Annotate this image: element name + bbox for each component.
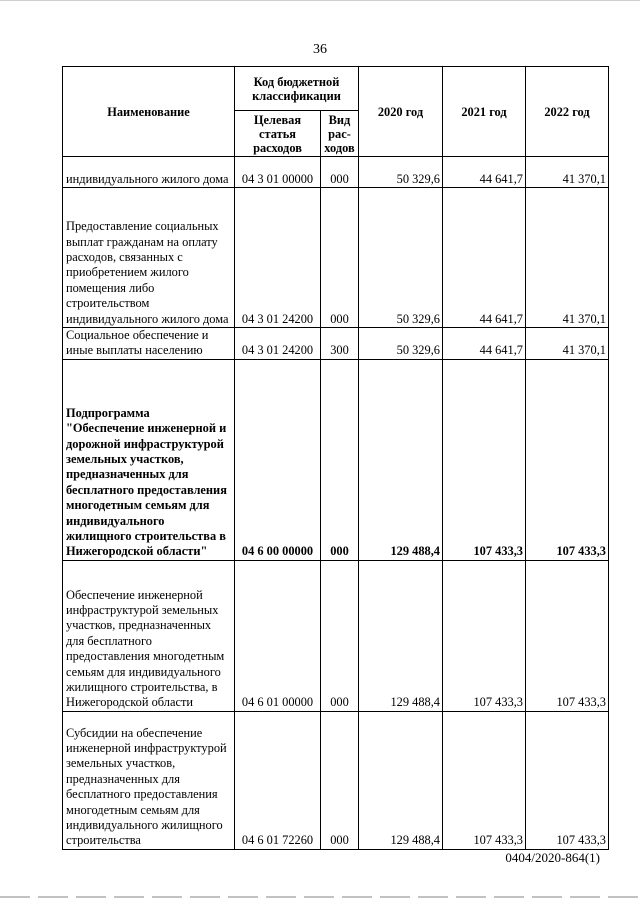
row-2022: 41 370,1 [526, 328, 609, 360]
row-name: Подпрограмма "Обеспечение инженерной и дорожной инфраструктурой земельных участков, предназначенных для бесплатного предоставления многодетным семьям для индивидуального жилищного строительства в Нижегородской области" [63, 359, 235, 560]
page-number: 36 [313, 42, 327, 57]
row-2020: 129 488,4 [359, 560, 443, 711]
row-code: 04 3 01 00000 [235, 157, 321, 188]
table-row [63, 328, 609, 360]
table-row [63, 157, 609, 188]
row-name: Обеспечение инженерной инфраструктурой земельных участков, предназначенных для бесплатного предоставления многодетным семьям для индивидуального жилищного строительства, в Нижегородской области [63, 560, 235, 711]
row-2020: 129 488,4 [359, 711, 443, 849]
row-kind: 000 [321, 359, 359, 560]
scan-top-edge [0, 0, 640, 1]
row-kind: 000 [321, 188, 359, 328]
row-name: Предоставление социальных выплат гражданам на оплату расходов, связанных с приобретением жилого помещения либо строительством индивидуального жилого дома [63, 188, 235, 328]
row-2022: 41 370,1 [526, 188, 609, 328]
row-kind: 000 [321, 711, 359, 849]
row-2020: 50 329,6 [359, 188, 443, 328]
table-row [63, 560, 609, 711]
row-name: Субсидии на обеспечение инженерной инфраструктурой земельных участков, предназначенных для бесплатного предоставления многодетным семьям для индивидуального жилищного строительства [63, 711, 235, 849]
row-2021: 107 433,3 [443, 560, 526, 711]
row-2022: 107 433,3 [526, 359, 609, 560]
document-code: 0404/2020-864(1) [505, 850, 600, 865]
row-kind: 000 [321, 560, 359, 711]
row-2020: 129 488,4 [359, 359, 443, 560]
header-target-article: Целевая статья расходов [235, 111, 321, 157]
row-2022: 107 433,3 [526, 560, 609, 711]
row-name: Социальное обеспечение и иные выплаты населению [63, 328, 235, 360]
header-2021: 2021 год [443, 67, 526, 157]
header-expense-type: Вид рас-ходов [321, 111, 359, 157]
row-2021: 44 641,7 [443, 188, 526, 328]
header-name: Наименование [63, 67, 235, 157]
row-2020: 50 329,6 [359, 328, 443, 360]
header-2022: 2022 год [526, 67, 609, 157]
row-2022: 41 370,1 [526, 157, 609, 188]
row-code: 04 6 01 72260 [235, 711, 321, 849]
row-kind: 000 [321, 157, 359, 188]
row-code: 04 3 01 24200 [235, 328, 321, 360]
scan-bottom-edge [0, 896, 640, 898]
row-2021: 107 433,3 [443, 711, 526, 849]
row-2021: 44 641,7 [443, 328, 526, 360]
row-code: 04 6 00 00000 [235, 359, 321, 560]
table-row [63, 188, 609, 328]
row-2022: 107 433,3 [526, 711, 609, 849]
row-2021: 107 433,3 [443, 359, 526, 560]
row-kind: 300 [321, 328, 359, 360]
row-code: 04 6 01 00000 [235, 560, 321, 711]
row-2021: 44 641,7 [443, 157, 526, 188]
row-2020: 50 329,6 [359, 157, 443, 188]
table-row [63, 711, 609, 849]
row-name: индивидуального жилого дома [63, 157, 235, 188]
row-code: 04 3 01 24200 [235, 188, 321, 328]
budget-table [62, 66, 609, 850]
table-row [63, 359, 609, 560]
header-bk-group: Код бюджетной классификации [235, 67, 359, 111]
header-2020: 2020 год [359, 67, 443, 157]
